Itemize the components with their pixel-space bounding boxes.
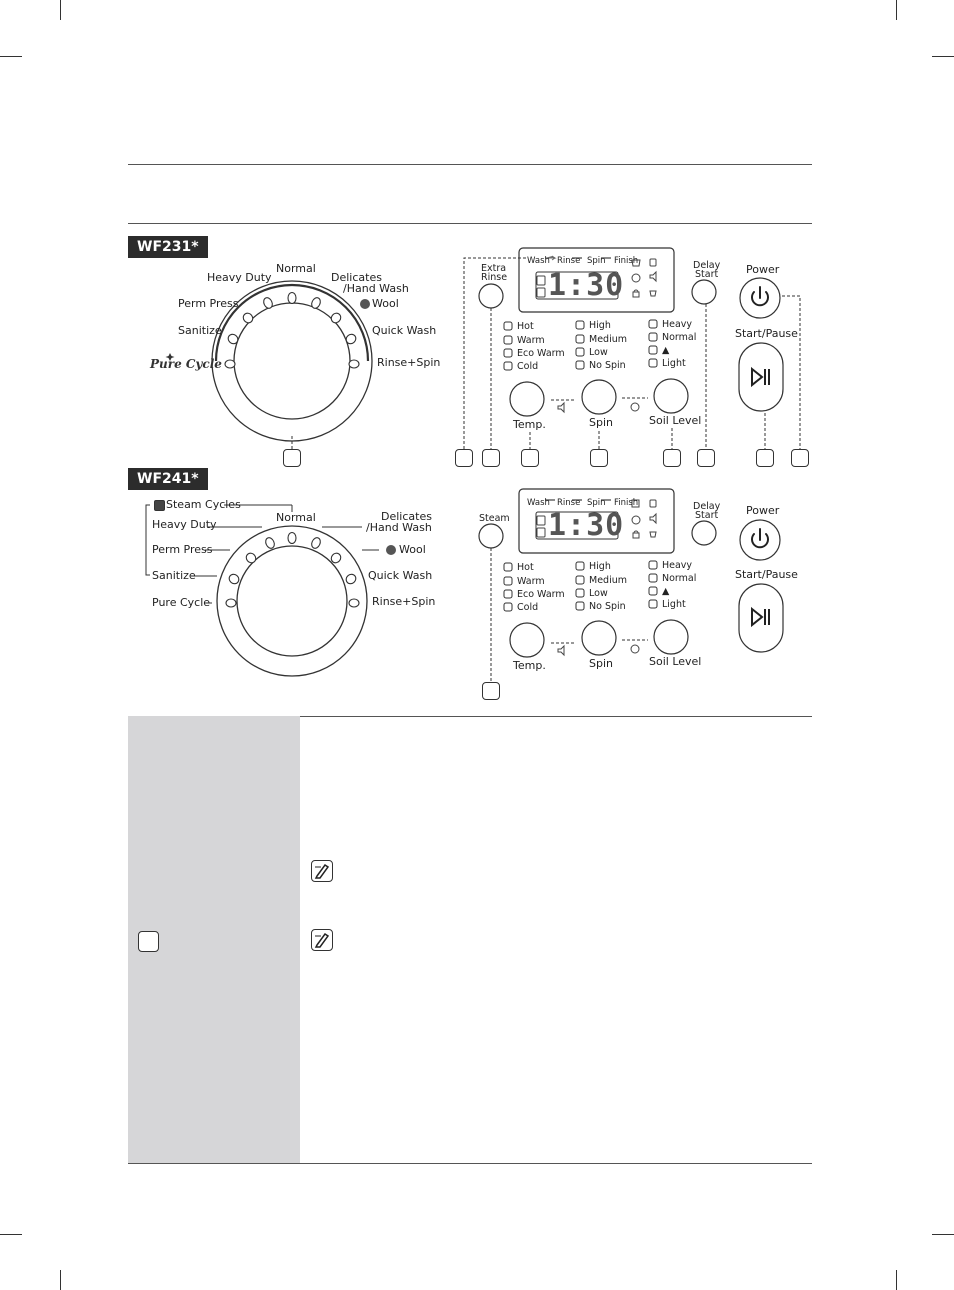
cycle-hand-wash: /Hand Wash xyxy=(366,521,432,534)
cycle-delicates: Delicates xyxy=(331,271,382,284)
soil-option-up: ▲ xyxy=(662,345,670,356)
cycle-steam-cycles: Steam Cycles xyxy=(166,498,241,511)
stage-rinse: Rinse xyxy=(557,256,581,266)
callout-dial xyxy=(283,449,301,467)
crop-mark xyxy=(932,1234,954,1235)
spin-option-medium: Medium xyxy=(589,575,627,586)
note-pencil-icon xyxy=(311,929,333,951)
spin-option-high: High xyxy=(589,561,611,572)
temp-option-eco-warm: Eco Warm xyxy=(517,348,565,359)
callout-4 xyxy=(590,449,608,467)
cycle-quick-wash: Quick Wash xyxy=(372,324,437,337)
soil-level-label: Soil Level xyxy=(649,414,702,427)
stage-wash: Wash xyxy=(527,256,550,266)
delay-start-label-2: Start xyxy=(695,510,719,521)
delay-start-label: Delay xyxy=(693,260,721,271)
callout-6 xyxy=(697,449,715,467)
extra-rinse-button[interactable] xyxy=(479,284,503,308)
stage-spin: Spin xyxy=(587,256,606,266)
spin-option-no-spin: No Spin xyxy=(589,601,626,612)
soil-option-light: Light xyxy=(662,358,686,369)
power-button[interactable] xyxy=(740,520,780,560)
cycle-heavy-duty: Heavy Duty xyxy=(207,271,272,284)
time-display: 1:30 xyxy=(548,508,625,543)
note-pencil-icon xyxy=(311,860,333,882)
power-button[interactable] xyxy=(740,278,780,318)
temp-option-hot: Hot xyxy=(517,321,534,332)
cycle-wool: Wool xyxy=(372,297,399,310)
extra-rinse-label-2: Rinse xyxy=(481,272,508,283)
soil-level-knob[interactable] xyxy=(654,379,688,413)
power-label: Power xyxy=(746,263,780,276)
soil-option-up: ▲ xyxy=(662,586,670,597)
temp-option-warm: Warm xyxy=(517,576,545,587)
spin-knob[interactable] xyxy=(582,380,616,414)
temp-label: Temp. xyxy=(513,659,546,672)
steam-cycles-icon xyxy=(154,500,165,511)
delay-start-label-2: Start xyxy=(695,269,719,280)
table-callout xyxy=(138,931,159,952)
crop-mark xyxy=(896,1270,897,1290)
soil-option-light: Light xyxy=(662,599,686,610)
start-pause-label: Start/Pause xyxy=(735,568,798,581)
start-pause-button[interactable] xyxy=(739,584,783,652)
callout-8 xyxy=(791,449,809,467)
start-pause-label: Start/Pause xyxy=(735,327,798,340)
temp-knob[interactable] xyxy=(510,623,544,657)
temp-option-cold: Cold xyxy=(517,602,539,613)
cycle-normal: Normal xyxy=(276,262,316,275)
table-bottom-rule xyxy=(128,1163,812,1164)
time-display: 1:30 xyxy=(548,268,625,303)
temp-label: Temp. xyxy=(513,418,546,431)
soil-level-knob[interactable] xyxy=(654,620,688,654)
spin-option-low: Low xyxy=(589,588,608,599)
crop-mark xyxy=(0,1234,22,1235)
stage-finish: Finish xyxy=(614,256,639,266)
cycle-heavy-duty: Heavy Duty xyxy=(152,518,217,531)
cycle-normal: Normal xyxy=(276,511,316,524)
soil-option-heavy: Heavy xyxy=(662,560,693,571)
stage-rinse: Rinse xyxy=(557,498,581,508)
cycle-sanitize: Sanitize xyxy=(152,569,196,582)
cycle-rinse-spin: Rinse+Spin xyxy=(372,595,436,608)
cycle-pure-cycle: Pure Cycle xyxy=(152,596,211,609)
temp-option-eco-warm: Eco Warm xyxy=(517,589,565,600)
crop-mark xyxy=(60,1270,61,1290)
callout-steam xyxy=(482,682,500,700)
model-tag-wf231: WF231* xyxy=(128,236,208,258)
spin-label: Spin xyxy=(589,657,613,670)
spin-knob[interactable] xyxy=(582,621,616,655)
cycle-wool: Wool xyxy=(399,543,426,556)
soil-option-heavy: Heavy xyxy=(662,319,693,330)
stage-wash: Wash xyxy=(527,498,550,508)
model-tag-wf241: WF241* xyxy=(128,468,208,490)
spin-option-low: Low xyxy=(589,347,608,358)
power-label: Power xyxy=(746,504,780,517)
cycle-delicates: Delicates xyxy=(381,510,432,523)
temp-option-hot: Hot xyxy=(517,562,534,573)
callout-5 xyxy=(663,449,681,467)
cycle-rinse-spin: Rinse+Spin xyxy=(377,356,441,369)
extra-rinse-label: Extra xyxy=(481,263,507,274)
cycle-perm-press: Perm Press xyxy=(152,543,213,556)
temp-option-cold: Cold xyxy=(517,361,539,372)
spin-option-medium: Medium xyxy=(589,334,627,345)
callout-7 xyxy=(756,449,774,467)
start-pause-button[interactable] xyxy=(739,343,783,411)
temp-knob[interactable] xyxy=(510,382,544,416)
cycle-sanitize: Sanitize xyxy=(178,324,222,337)
callout-1 xyxy=(455,449,473,467)
delay-start-button[interactable] xyxy=(692,521,716,545)
cycle-perm-press: Perm Press xyxy=(178,297,239,310)
delay-start-button[interactable] xyxy=(692,280,716,304)
steam-label: Steam xyxy=(479,513,510,524)
soil-option-normal: Normal xyxy=(662,332,697,343)
spin-label: Spin xyxy=(589,416,613,429)
stage-finish: Finish xyxy=(614,498,639,508)
steam-button[interactable] xyxy=(479,524,503,548)
soil-option-normal: Normal xyxy=(662,573,697,584)
soil-level-label: Soil Level xyxy=(649,655,702,668)
spin-option-no-spin: No Spin xyxy=(589,360,626,371)
stage-spin: Spin xyxy=(587,498,606,508)
cycle-pure-cycle: Pure Cycle xyxy=(150,357,222,371)
cycle-quick-wash: Quick Wash xyxy=(368,569,433,582)
cycle-hand-wash: /Hand Wash xyxy=(343,282,409,295)
spin-option-high: High xyxy=(589,320,611,331)
delay-start-label: Delay xyxy=(693,501,721,512)
temp-option-warm: Warm xyxy=(517,335,545,346)
callout-3 xyxy=(521,449,539,467)
callout-2 xyxy=(482,449,500,467)
